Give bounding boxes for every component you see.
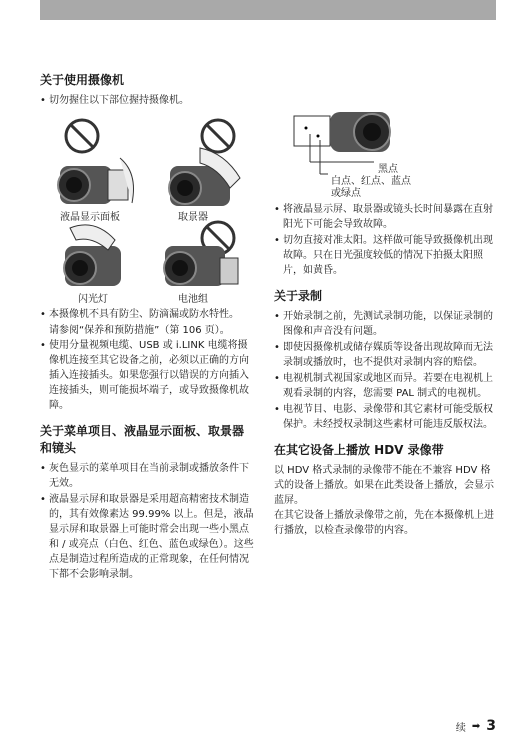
tv-system-bullet: • 电视机制式视国家或地区而异。若要在电视机上观看录制的内容，您需要 PAL 制式的电视机。 bbox=[274, 371, 496, 401]
caption-battery: 电池组 bbox=[178, 294, 208, 305]
section-title-menu-lcd: 关于菜单项目、液晶显示面板、取景器和镜头 bbox=[40, 424, 245, 455]
page-number: 3 bbox=[486, 718, 496, 734]
arrow-right-icon: ➡ bbox=[471, 720, 481, 732]
battery-drawing bbox=[164, 222, 238, 286]
sunlight-bullet: • 将液晶显示屏、取景器或镜头长时间暴露在直射阳光下可能会导致故障。 bbox=[274, 202, 496, 232]
left-column bbox=[40, 72, 255, 583]
continued-label: 续 bbox=[455, 722, 466, 734]
label-black-dots: 黑点 bbox=[378, 164, 398, 175]
grayed-menu-bullet: • 灰色显示的菜单项目在当前录制或播放条件下无效。 bbox=[40, 461, 255, 491]
header-bar bbox=[40, 0, 496, 20]
holding-illustrations bbox=[40, 118, 255, 303]
test-recording-bullet: • 开始录制之前，先测试录制功能，以保证录制的图像和声音没有问题。 bbox=[274, 309, 496, 339]
caption-lcd-panel: 液晶显示面板 bbox=[60, 212, 120, 223]
compensation-bullet: • 即使因摄像机或储存媒质等设备出现故障而无法录制或播放时，也不提供对录制内容的赔偿。 bbox=[274, 340, 496, 370]
dustproof-bullet: • 本摄像机不具有防尘、防滴漏或防水特性。 bbox=[40, 307, 255, 322]
sunlight-list bbox=[274, 202, 496, 278]
right-column bbox=[274, 104, 496, 538]
section-title-recording: 关于录制 bbox=[274, 289, 323, 303]
section-title-using-camcorder: 关于使用摄像机 bbox=[40, 73, 125, 87]
maintenance-reference: 请参阅“保养和预防措施”（第 106 页）。 bbox=[49, 325, 230, 336]
handling-list bbox=[40, 307, 255, 322]
label-green-dots: 或绿点 bbox=[331, 188, 361, 199]
sun-aim-bullet: • 切勿直接对准太阳。这样做可能导致摄像机出现故障。只在日光强度较低的情况下拍摄太阳照片，如黄昏。 bbox=[274, 233, 496, 278]
recording-list bbox=[274, 309, 496, 432]
menu-lcd-list bbox=[40, 461, 255, 582]
caption-flash: 闪光灯 bbox=[78, 294, 108, 305]
connection-bullet: • 使用分量视频电缆、USB 或 i.LINK 电缆将摄像机连接至其它设备之前，必须以正确的方向插入连接插头。如果您强行以错误的方向插入连接插头，则可能损坏端子，或导致摄像机故障。 bbox=[40, 338, 255, 413]
lcd-panel-drawing bbox=[58, 120, 134, 204]
intro-list bbox=[40, 93, 255, 108]
hdv-paragraph-1: 以 HDV 格式录制的录像带不能在不兼容 HDV 格式的设备上播放。如果在此类设备上播放，会显示蓝屏。 bbox=[274, 465, 494, 506]
label-bright-dots: 白点、红点、蓝点 bbox=[331, 176, 411, 187]
viewfinder-drawing bbox=[169, 120, 240, 206]
copyright-bullet: • 电视节目、电影、录像带和其它素材可能受版权保护。未经授权录制这些素材可能违反版权法。 bbox=[274, 402, 496, 432]
connection-list bbox=[40, 338, 255, 413]
lcd-pixels-bullet: • 液晶显示屏和取景器是采用超高精密技术制造的，其有效像素达 99.99% 以上。但是，液晶显示屏和取景器上可能时常会出现一些小黑点和 / 或亮点（白色、红色、蓝色或绿色）。这些点是制造过程所造成的正常现象，在任何情况下都不会影响录制。 bbox=[40, 492, 255, 582]
lcd-dots-figure bbox=[274, 104, 496, 199]
intro-bullet: • 切勿握住以下部位握持摄像机。 bbox=[40, 93, 255, 108]
page-footer bbox=[456, 718, 496, 734]
flash-drawing bbox=[64, 225, 121, 286]
caption-viewfinder: 取景器 bbox=[178, 212, 208, 223]
section-title-hdv-playback: 在其它设备上播放 HDV 录像带 bbox=[274, 443, 444, 457]
hdv-paragraph-2: 在其它设备上播放录像带之前，先在本摄像机上进行播放，以检查录像带的内容。 bbox=[274, 510, 494, 536]
